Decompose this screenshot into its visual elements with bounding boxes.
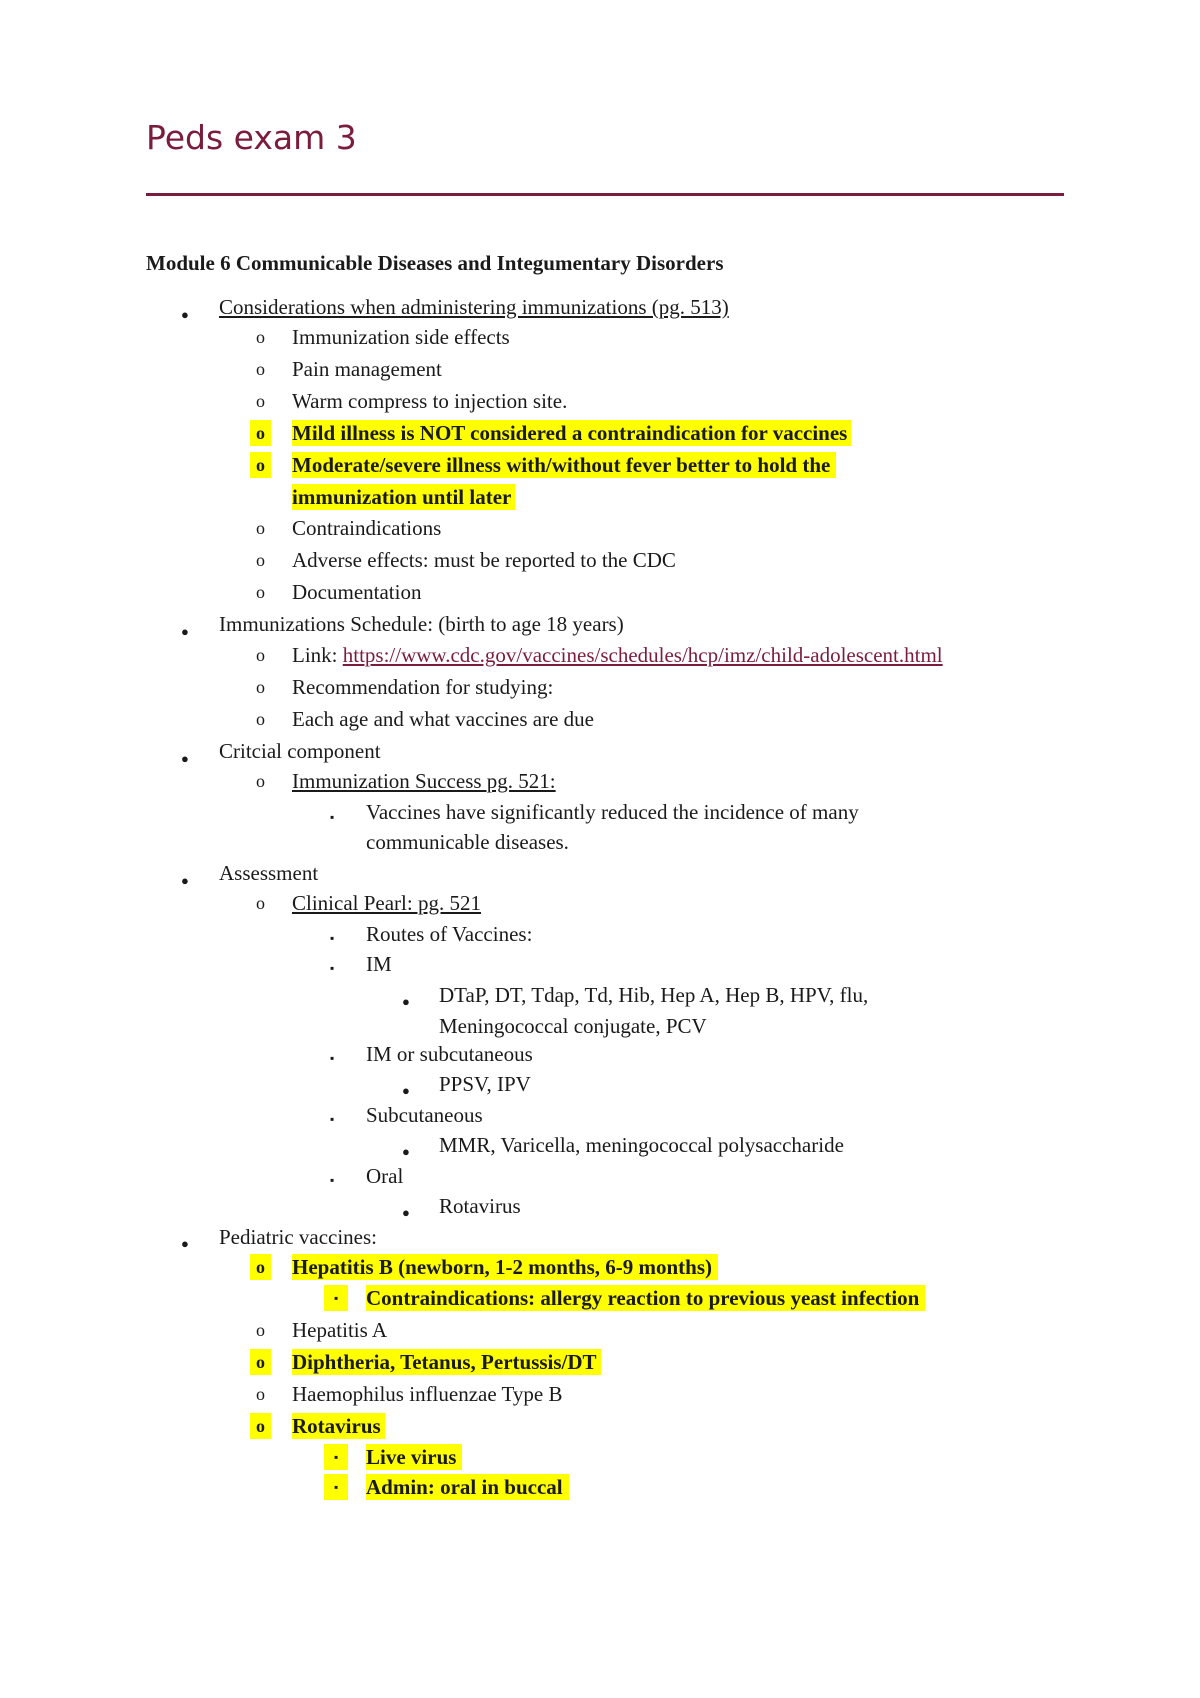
bullet-circle: o xyxy=(250,1254,271,1280)
bullet-square: ▪ xyxy=(330,931,335,945)
list-item: DTaP, DT, Tdap, Td, Hib, Hep A, Hep B, HPV, flu, xyxy=(439,983,869,1007)
section-immunization-considerations: Considerations when administering immunizations (pg. 513) xyxy=(219,295,729,319)
bullet-circle: o xyxy=(256,677,265,697)
title-divider xyxy=(146,193,1064,196)
bullet-square: ▪ xyxy=(324,1474,348,1500)
list-item: Hepatitis A xyxy=(292,1318,388,1342)
bullet-square: ▪ xyxy=(324,1444,348,1470)
bullet-square: ▪ xyxy=(330,810,335,824)
list-item: Subcutaneous xyxy=(366,1103,483,1127)
bullet-circle: o xyxy=(256,1320,265,1340)
bullet-circle: o xyxy=(256,391,265,411)
bullet-disc: ● xyxy=(181,751,189,766)
section-critical-component: Critcial component xyxy=(219,739,381,763)
bullet-circle: o xyxy=(256,893,265,913)
list-item-continued: communicable diseases. xyxy=(366,830,569,854)
section-immunization-schedule: Immunizations Schedule: (birth to age 18 years) xyxy=(219,612,624,636)
list-item: IM xyxy=(366,952,392,976)
highlighted-item-continued: immunization until later xyxy=(292,484,515,510)
list-item: Immunization side effects xyxy=(292,325,510,349)
bullet-square: ▪ xyxy=(330,1051,335,1065)
bullet-disc: ● xyxy=(402,994,410,1009)
list-item: Haemophilus influenzae Type B xyxy=(292,1382,563,1406)
list-item: Rotavirus xyxy=(439,1194,521,1218)
bullet-circle: o xyxy=(256,550,265,570)
bullet-square: ▪ xyxy=(324,1285,348,1311)
highlighted-item: Contraindications: allergy reaction to previous yeast infection xyxy=(366,1285,925,1311)
list-item: PPSV, IPV xyxy=(439,1072,531,1096)
bullet-circle: o xyxy=(256,709,265,729)
highlighted-item: Diphtheria, Tetanus, Pertussis/DT xyxy=(292,1349,601,1375)
bullet-circle: o xyxy=(256,1384,265,1404)
list-item: Each age and what vaccines are due xyxy=(292,707,594,731)
list-item: Vaccines have significantly reduced the incidence of many xyxy=(366,800,859,824)
bullet-circle: o xyxy=(250,420,271,446)
bullet-circle: o xyxy=(250,452,271,478)
list-item xyxy=(292,642,943,668)
link-label: Link: xyxy=(292,643,343,667)
list-item: MMR, Varicella, meningococcal polysaccharide xyxy=(439,1133,844,1157)
bullet-disc: ● xyxy=(181,873,189,888)
bullet-circle: o xyxy=(250,1349,271,1375)
list-item: Documentation xyxy=(292,580,422,604)
list-item: Warm compress to injection site. xyxy=(292,389,568,413)
bullet-circle: o xyxy=(256,359,265,379)
bullet-disc: ● xyxy=(181,624,189,639)
bullet-square: ▪ xyxy=(330,961,335,975)
list-item: Recommendation for studying: xyxy=(292,675,554,699)
list-item: Contraindications xyxy=(292,516,442,540)
list-item: IM or subcutaneous xyxy=(366,1042,533,1066)
bullet-circle: o xyxy=(256,518,265,538)
module-heading: Module 6 Communicable Diseases and Integumentary Disorders xyxy=(146,251,724,275)
bullet-disc: ● xyxy=(181,1236,189,1251)
cdc-schedule-link[interactable]: https://www.cdc.gov/vaccines/schedules/hcp/imz/child-adolescent.html xyxy=(342,643,943,667)
bullet-square: ▪ xyxy=(330,1173,335,1187)
highlighted-item: Hepatitis B (newborn, 1-2 months, 6-9 months) xyxy=(292,1254,718,1280)
list-item-continued: Meningococcal conjugate, PCV xyxy=(439,1014,707,1038)
list-item: Oral xyxy=(366,1164,404,1188)
highlighted-item: Live virus xyxy=(366,1444,462,1470)
bullet-disc: ● xyxy=(402,1144,410,1159)
list-item: Adverse effects: must be reported to the CDC xyxy=(292,548,676,572)
bullet-circle: o xyxy=(256,771,265,791)
highlighted-item: Admin: oral in buccal xyxy=(366,1474,569,1500)
bullet-disc: ● xyxy=(402,1083,410,1098)
list-item: Clinical Pearl: pg. 521 xyxy=(292,891,481,915)
highlighted-item: Mild illness is NOT considered a contraindication for vaccines xyxy=(292,420,851,446)
section-pediatric-vaccines: Pediatric vaccines: xyxy=(219,1225,378,1249)
highlighted-item: Moderate/severe illness with/without fever better to hold the xyxy=(292,452,836,478)
list-item: Routes of Vaccines: xyxy=(366,922,533,946)
bullet-disc: ● xyxy=(402,1205,410,1220)
bullet-circle: o xyxy=(250,1413,271,1439)
section-assessment: Assessment xyxy=(219,861,319,885)
list-item: Immunization Success pg. 521: xyxy=(292,769,556,793)
bullet-disc: ● xyxy=(181,307,189,322)
bullet-circle: o xyxy=(256,582,265,602)
bullet-circle: o xyxy=(256,327,265,347)
bullet-square: ▪ xyxy=(330,1112,335,1126)
bullet-circle: o xyxy=(256,645,265,665)
page-title: Peds exam 3 xyxy=(146,118,357,157)
highlighted-item: Rotavirus xyxy=(292,1413,385,1439)
list-item: Pain management xyxy=(292,357,442,381)
